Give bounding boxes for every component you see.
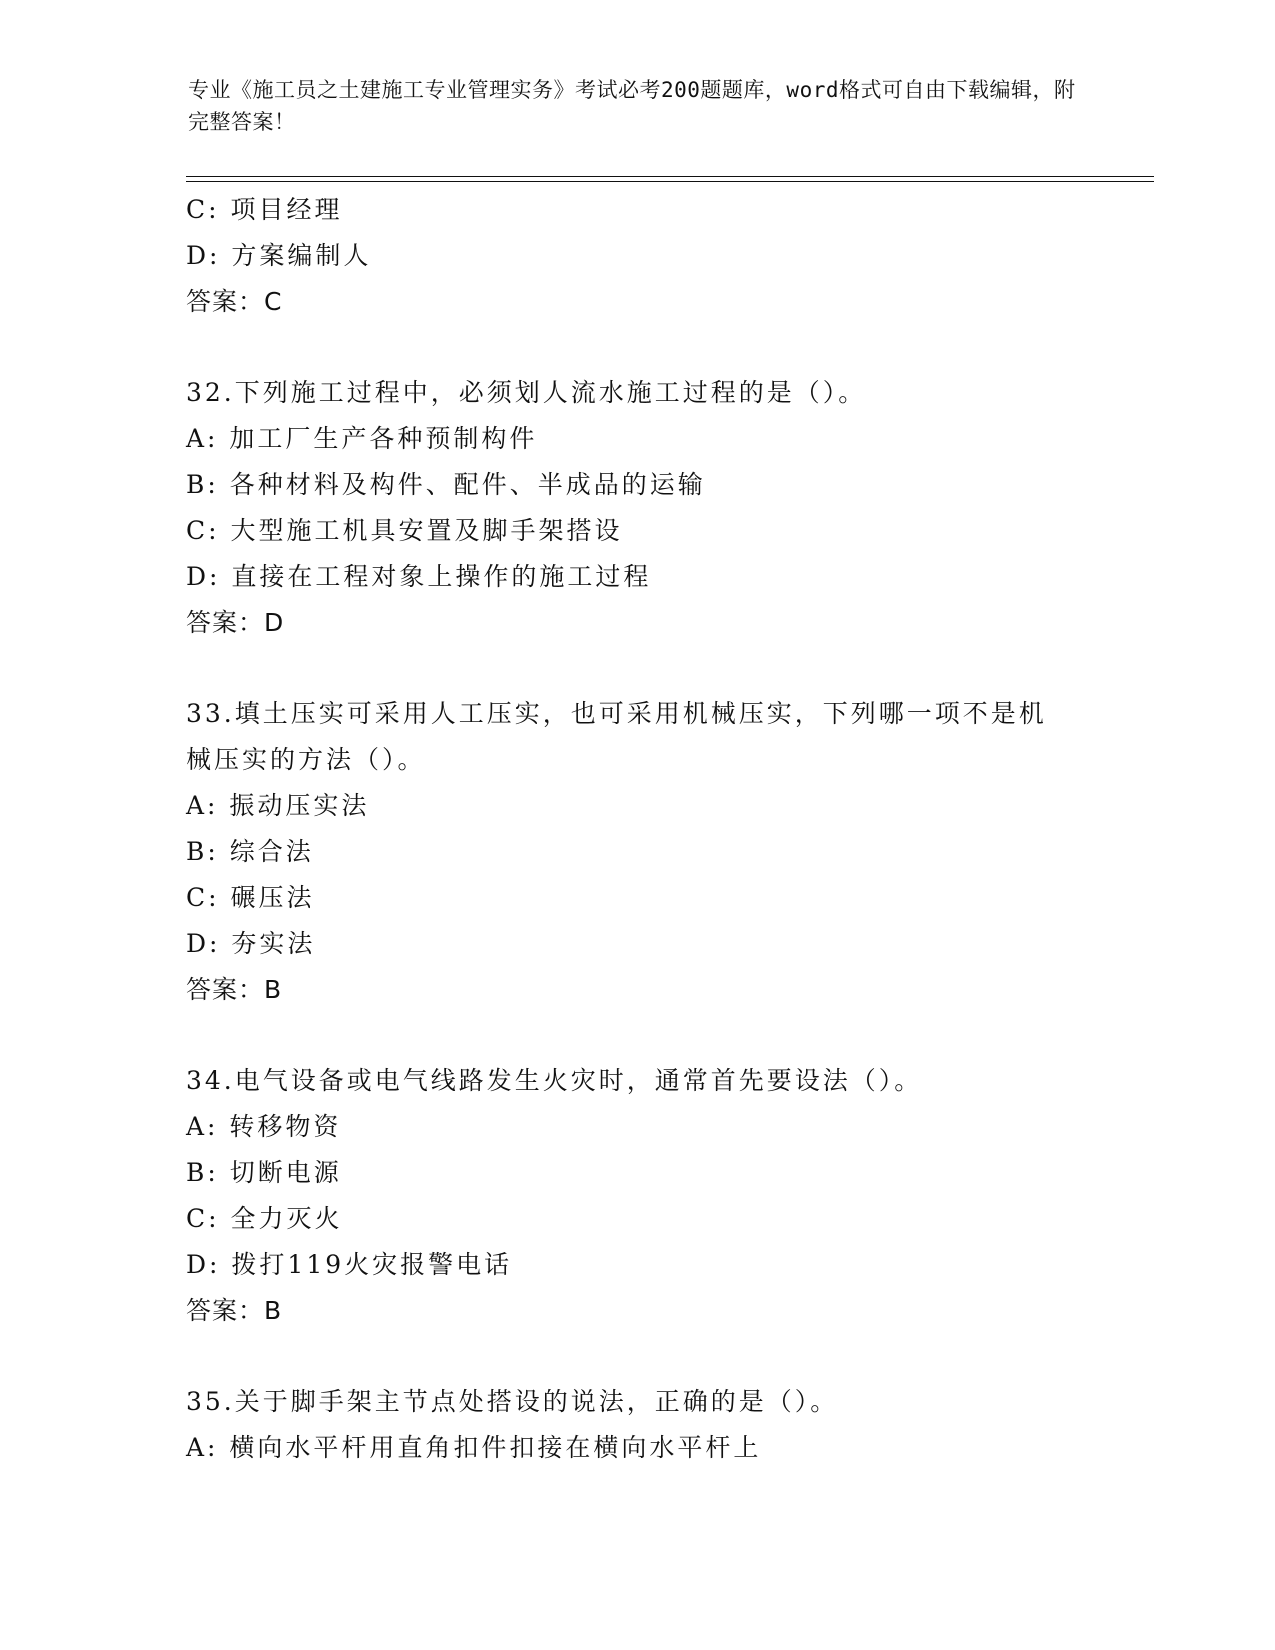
- option-d: D: 夯实法: [186, 929, 316, 958]
- question-32: [186, 370, 1136, 646]
- question-content: [186, 187, 1136, 1471]
- document-header: 专业《施工员之土建施工专业管理实务》考试必考200题题库，word格式可自由下载编辑，附完整答案！: [188, 78, 1076, 134]
- spacer: [186, 646, 1136, 691]
- answer-line: 答案：B: [186, 975, 283, 1004]
- question-text: 34.电气设备或电气线路发生火灾时，通常首先要设法（）。: [186, 1066, 923, 1095]
- question-33: [186, 691, 1136, 1013]
- question-35: [186, 1379, 1136, 1471]
- option-a: A: 加工厂生产各种预制构件: [186, 424, 538, 453]
- answer-line: 答案：B: [186, 1296, 283, 1325]
- option-c: C: 项目经理: [186, 195, 343, 224]
- question-text-line-1: 33.填土压实可采用人工压实，也可采用机械压实，下列哪一项不是机: [186, 699, 1047, 728]
- question-text: 32.下列施工过程中，必须划人流水施工过程的是（）。: [186, 378, 867, 407]
- option-d: D: 拨打119火灾报警电话: [186, 1250, 513, 1279]
- option-a: A: 转移物资: [186, 1112, 342, 1141]
- header-divider-bottom: [186, 181, 1154, 182]
- header-divider-top: [186, 176, 1154, 177]
- option-b: B: 各种材料及构件、配件、半成品的运输: [186, 470, 706, 499]
- option-c: C: 全力灭火: [186, 1204, 343, 1233]
- answer-line: 答案：D: [186, 608, 285, 637]
- question-31-fragment: [186, 187, 1136, 325]
- answer-line: 答案：C: [186, 287, 283, 316]
- question-34: [186, 1058, 1136, 1334]
- question-text: 35.关于脚手架主节点处搭设的说法，正确的是（）。: [186, 1387, 839, 1416]
- option-d: D: 方案编制人: [186, 241, 372, 270]
- option-a: A: 振动压实法: [186, 791, 370, 820]
- spacer: [186, 1334, 1136, 1379]
- option-b: B: 切断电源: [186, 1158, 342, 1187]
- option-d: D: 直接在工程对象上操作的施工过程: [186, 562, 652, 591]
- option-a: A: 横向水平杆用直角扣件扣接在横向水平杆上: [186, 1433, 762, 1462]
- option-b: B: 综合法: [186, 837, 314, 866]
- spacer: [186, 1013, 1136, 1058]
- option-c: C: 大型施工机具安置及脚手架搭设: [186, 516, 623, 545]
- question-text-line-2: 械压实的方法（）。: [186, 745, 426, 774]
- option-c: C: 碾压法: [186, 883, 315, 912]
- spacer: [186, 325, 1136, 370]
